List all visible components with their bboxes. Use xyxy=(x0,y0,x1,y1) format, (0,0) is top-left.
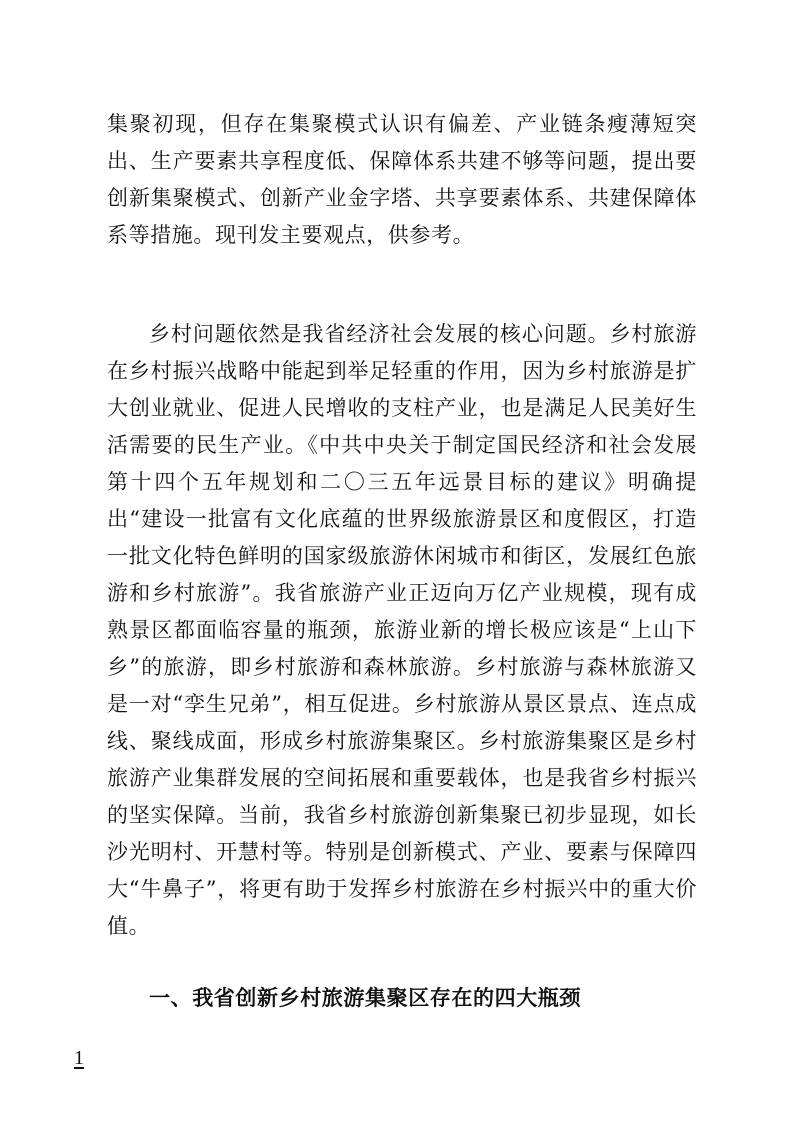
section-heading: 一、我省创新乡村旅游集聚区存在的四大瓶颈 xyxy=(149,986,581,1010)
page-number: 1 xyxy=(74,1047,84,1069)
body-paragraph: 乡村问题依然是我省经济社会发展的核心问题。乡村旅游在乡村振兴战略中能起到举足轻重的作用，因为乡村旅游是扩大创业就业、促进人民增收的支柱产业，也是满足人民美好生活需要的民生产业。《中共中央关于制定国民经济和社会发展第十四个五年规划和二〇三五年远景目标的建议》明确提出“建设一批富有文化底蕴的世界级旅游景区和度假区，打造一批文化特色鲜明的国家级旅游休闲城市和街区，发展红色旅游和乡村旅游”。我省旅游产业正迈向万亿产业规模，现有成熟景区都面临容量的瓶颈，旅游业新的增长极应该是“上山下乡”的旅游，即乡村旅游和森林旅游。乡村旅游与森林旅游又是一对“孪生兄弟”，相互促进。乡村旅游从景区景点、连点成线、聚线成面，形成乡村旅游集聚区。乡村旅游集聚区是乡村旅游产业集群发展的空间拓展和重要载体，也是我省乡村振兴的坚实保障。当前，我省乡村旅游创新集聚已初步显现，如长沙光明村、开慧村等。特别是创新模式、产业、要素与保障四大“牛鼻子”，将更有助于发挥乡村旅游在乡村振兴中的重大价值。 xyxy=(107,322,697,938)
summary-paragraph: 集聚初现，但存在集聚模式认识有偏差、产业链条瘦薄短突出、生产要素共享程度低、保障体系共建不够等问题，提出要创新集聚模式、创新产业金字塔、共享要素体系、共建保障体系等措施。现刊发主要观点，供参考。 xyxy=(107,112,697,247)
